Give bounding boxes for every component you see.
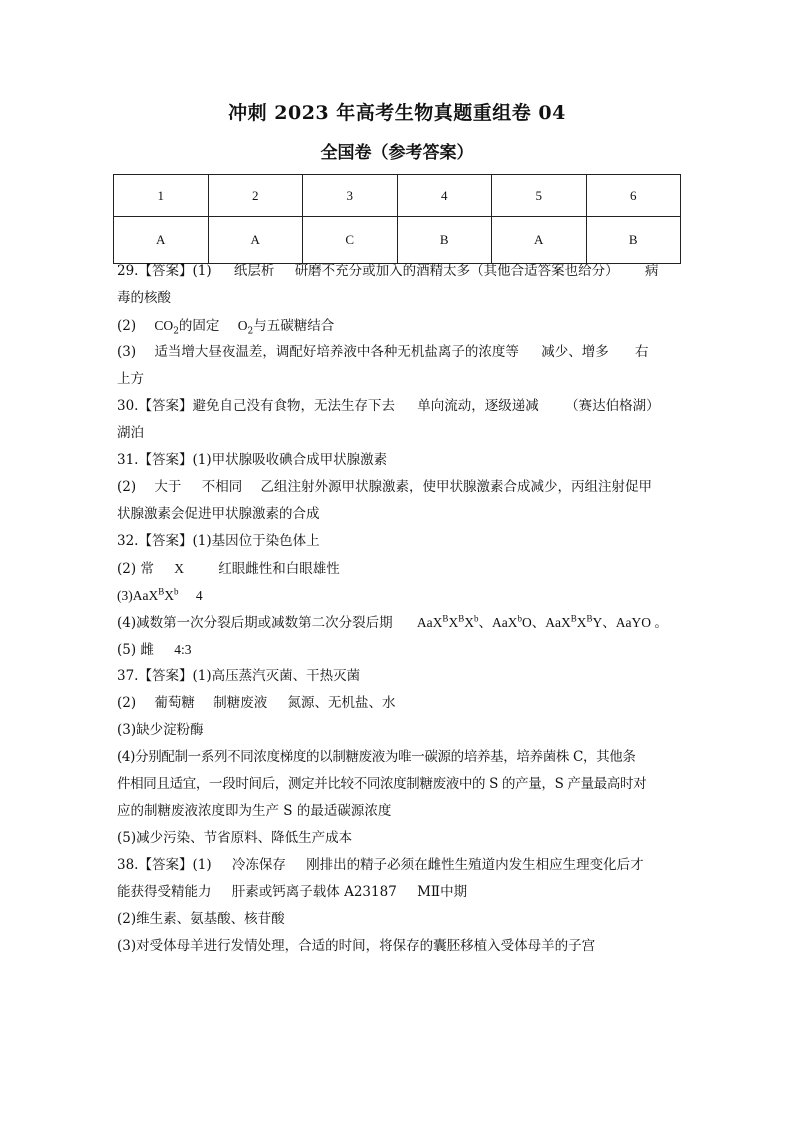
genotype-list xyxy=(417,615,668,630)
genotype-text: 、AaX xyxy=(478,615,518,630)
answer-text: 右 xyxy=(635,344,649,360)
subscript: 2 xyxy=(247,326,254,337)
answer-text: 的固定 xyxy=(178,318,220,334)
answer-text: X xyxy=(174,561,184,576)
q30-line-1 xyxy=(117,393,677,420)
q29-answer-part: 病 xyxy=(644,263,659,279)
question-number-row xyxy=(114,175,681,217)
answer-text: 肝素或钙离子载体 A23187 xyxy=(231,884,397,900)
q37-line-1: 37.【答案】(1)高压蒸汽灭菌、干热灭菌 xyxy=(117,668,361,684)
q32-line-1: 32.【答案】(1)基因位于染色体上 xyxy=(117,533,320,549)
page-title: 冲刺 2023 年高考生物真题重组卷 04 xyxy=(228,102,566,124)
q32-line-3 xyxy=(117,582,677,609)
q29-line-2 xyxy=(117,285,677,312)
q31-line-2 xyxy=(117,474,677,501)
answer-cell: A xyxy=(208,217,303,264)
answer-text: 大于 xyxy=(154,479,182,495)
answer-cell: C xyxy=(303,217,398,264)
answer-text: 单向流动，逐级递减 xyxy=(417,398,539,414)
answer-text: 减少、增多 xyxy=(541,344,609,360)
q38-line-4: (3)对受体母羊进行发情处理，合适的时间，将保存的囊胚移植入受体母羊的子宫 xyxy=(117,938,596,954)
answer-text: 刚排出的精子必须在雌性生殖道内发生相应生理变化后才 xyxy=(306,857,644,873)
q29-line-4 xyxy=(117,339,677,366)
answer-cell: B xyxy=(397,217,492,264)
co2-text: CO xyxy=(154,318,174,333)
genotype-text: (3)AaX xyxy=(117,588,159,603)
answer-text: 不相同 xyxy=(201,479,243,495)
q32-line-2 xyxy=(117,555,677,582)
q29-line-1 xyxy=(117,258,677,285)
q37-line-4: (4)分别配制一系列不同浓度梯度的以制糖废液为唯一碳源的培养基，培养菌株 C，其他条 xyxy=(117,749,636,765)
answer-text: (4)减数第一次分裂后期或减数第二次分裂后期 xyxy=(117,615,393,631)
answer-text: 氮源、无机盐、水 xyxy=(287,695,396,711)
answer-text: 冷冻保存 xyxy=(231,857,286,873)
superscript: b xyxy=(517,613,522,624)
q38-line-3: (2)维生素、氨基酸、核苷酸 xyxy=(117,911,285,927)
q30-line-2 xyxy=(117,420,677,447)
question-number-cell: 1 xyxy=(114,175,209,217)
superscript: B xyxy=(570,613,577,624)
o2-text: O xyxy=(237,318,248,333)
genotype-text: X xyxy=(448,615,459,630)
answer-text: 4 xyxy=(195,588,203,603)
answer-text: 红眼雌性和白眼雄性 xyxy=(218,561,340,577)
answer-text: 葡萄糖 xyxy=(154,695,195,711)
genotype-text: X xyxy=(164,588,174,603)
answer-table xyxy=(113,174,681,264)
q31-line-1: 31.【答案】(1)甲状腺吸收碘合成甲状腺激素 xyxy=(117,452,388,468)
answer-text: (2) 常 xyxy=(117,561,154,577)
answer-text: 乙组注射外源甲状腺激素，使甲状腺激素合成减少，丙组注射促甲 xyxy=(260,479,653,495)
superscript: b xyxy=(174,586,179,597)
q29-answer-part: 纸层析 xyxy=(233,263,275,279)
answer-text: 制糖废液 xyxy=(213,695,268,711)
answer-text: 能获得受精能力 xyxy=(117,884,212,900)
subquestion-number: (3) xyxy=(117,344,137,360)
subquestion-number: (2) xyxy=(117,479,137,495)
superscript: B xyxy=(158,586,165,597)
genotype-text: AaX xyxy=(416,615,443,630)
q32-line-5 xyxy=(117,636,677,663)
q29-answer-part: 研磨不充分或加入的酒精太多（其他合适答案也给分） xyxy=(294,263,619,279)
q38-heading: 38.【答案】(1) xyxy=(117,857,212,873)
question-number-cell: 6 xyxy=(586,175,681,217)
q37-line-2 xyxy=(117,690,677,717)
superscript: B xyxy=(442,613,449,624)
answer-cell: A xyxy=(114,217,209,264)
answer-text: （赛达伯格湖） xyxy=(565,398,660,414)
q29-heading: 29.【答案】(1) xyxy=(117,263,212,279)
answer-text: 适当增大昼夜温差，调配好培养液中各种无机盐离子的浓度等 xyxy=(154,344,519,360)
q37-line-6: 应的制糖废液浓度即为生产 S 的最适碳源浓度 xyxy=(117,803,392,819)
answer-body xyxy=(117,258,677,960)
q37-line-3: (3)缺少淀粉酶 xyxy=(117,722,204,738)
q30-heading: 30.【答案】避免自己没有食物，无法生存下去 xyxy=(117,398,395,414)
q32-line-4 xyxy=(117,609,677,636)
subquestion-number: (2) xyxy=(117,695,137,711)
answer-text: 与五碳糖结合 xyxy=(253,318,335,334)
answer-text: 上方 xyxy=(117,371,144,387)
question-number-cell: 2 xyxy=(208,175,303,217)
q29-answer-part: 毒的核酸 xyxy=(117,290,171,306)
answer-text: 湖泊 xyxy=(117,425,144,441)
q37-line-7: (5)减少污染、节省原料、降低生产成本 xyxy=(117,830,353,846)
answer-cell: A xyxy=(492,217,587,264)
answer-row xyxy=(114,217,681,264)
question-number-cell: 4 xyxy=(397,175,492,217)
page-subtitle: 全国卷（参考答案） xyxy=(320,143,474,163)
superscript: B xyxy=(586,613,593,624)
q31-line-3: 状腺激素会促进甲状腺激素的合成 xyxy=(117,506,320,522)
question-number-cell: 3 xyxy=(303,175,398,217)
subquestion-number: (2) xyxy=(117,318,137,334)
q29-line-5 xyxy=(117,366,677,393)
superscript: b xyxy=(473,613,479,624)
q37-line-5: 件相同且适宜，一段时间后，测定并比较不同浓度制糖废液中的 S 的产量，S 产量最高时对 xyxy=(117,776,647,792)
genotype-text: O、AaX xyxy=(521,615,571,630)
answer-text: MⅡ中期 xyxy=(417,884,468,900)
answer-text: (5) 雌 xyxy=(117,642,154,658)
q38-line-2 xyxy=(117,879,677,906)
q29-line-3 xyxy=(117,312,677,339)
answer-cell: B xyxy=(586,217,681,264)
q38-line-1 xyxy=(117,852,677,879)
subscript: 2 xyxy=(173,326,179,337)
ratio-text: 4:3 xyxy=(174,642,192,657)
question-number-cell: 5 xyxy=(492,175,587,217)
genotype-text: Y、AaYO 。 xyxy=(592,615,668,630)
genotype-text: X xyxy=(464,615,474,630)
genotype-text: X xyxy=(576,615,587,630)
superscript: B xyxy=(458,613,465,624)
